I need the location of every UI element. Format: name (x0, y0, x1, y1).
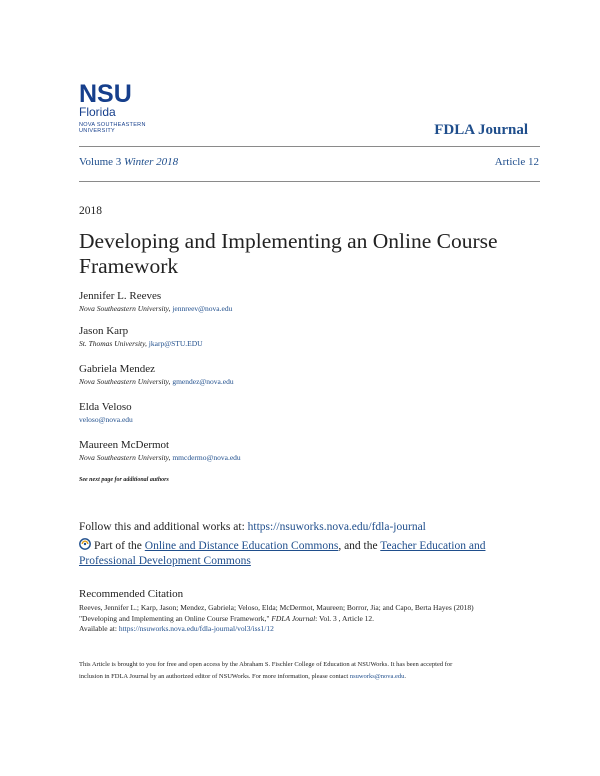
author-name: Jennifer L. Reeves (79, 290, 162, 302)
author-email-link[interactable]: jkarp@STU.EDU (148, 339, 203, 348)
affiliation-text: Nova Southeastern University (79, 377, 169, 386)
issue-name: Winter 2018 (124, 156, 179, 168)
journal-name-link[interactable]: FDLA Journal (434, 122, 528, 138)
citation-title: "Developing and Implementing an Online Course Framework," (79, 613, 270, 623)
citation-authors: Reeves, Jennifer L.; Karp, Jason; Mendez, Gabriela; Veloso, Elda; McDermot, Maureen; Borror, Jia; and Capo, Berta Hayes (2018) (79, 603, 474, 612)
volume-issue-link[interactable] (79, 156, 178, 168)
divider-bottom (79, 181, 540, 182)
access-statement-line1: This Article is brought to you for free and open access by the Abraham S. Fischler College of Education at NSUWorks. It has been accepted for (79, 661, 453, 668)
access-statement-end: . (404, 673, 406, 680)
article-title: Developing and Implementing an Online Course Framework (79, 229, 498, 278)
affiliation-text: St. Thomas University (79, 339, 146, 348)
author-affiliation: St. Thomas University, jkarp@STU.EDU (79, 339, 203, 348)
divider-top (79, 146, 540, 147)
online-distance-education-commons-link[interactable]: Online and Distance Education Commons (144, 540, 339, 552)
author-block (79, 290, 232, 313)
access-statement-line2 (79, 671, 539, 683)
professional-development-commons-link[interactable]: Professional Development Commons (79, 555, 251, 567)
author-block (79, 439, 241, 462)
affiliation-text: Nova Southeastern University (79, 304, 169, 313)
author-affiliation (79, 415, 133, 424)
logo-florida-text: Florida (79, 105, 116, 119)
author-email-link[interactable]: veloso@nova.edu (79, 415, 133, 424)
citation-title-line (79, 614, 539, 625)
citation-available-label: Available at: (79, 624, 117, 633)
logo-subtitle (79, 122, 169, 134)
commons-network-icon (79, 538, 91, 550)
follow-text: Follow this and additional works at: (79, 521, 245, 533)
contact-email-link[interactable]: nsuworks@nova.edu (349, 673, 405, 680)
logo-nsu-text: NSU (79, 80, 132, 108)
article-number-link[interactable]: Article 12 (494, 156, 539, 168)
recommended-citation-body (79, 603, 539, 635)
author-email-link[interactable]: mmcdermo@nova.edu (172, 453, 241, 462)
citation-journal: FDLA Journal (271, 613, 316, 623)
recommended-citation-heading: Recommended Citation (79, 588, 184, 600)
author-email-link[interactable]: gmendez@nova.edu (172, 377, 234, 386)
citation-url-link[interactable]: https://nsuworks.nova.edu/fdla-journal/vol3/iss1/12 (118, 624, 274, 633)
follow-url-link[interactable]: https://nsuworks.nova.edu/fdla-journal (247, 521, 426, 533)
author-name: Elda Veloso (79, 401, 132, 413)
affiliation-text: Nova Southeastern University (79, 453, 169, 462)
access-statement (79, 659, 539, 683)
author-name: Gabriela Mendez (79, 363, 156, 375)
author-block (79, 325, 203, 348)
author-affiliation: Nova Southeastern University, gmendez@nova.edu (79, 377, 234, 386)
citation-available-line (79, 624, 539, 635)
logo-subtitle-line1: NOVA SOUTHEASTERN (79, 122, 146, 128)
author-name: Jason Karp (79, 325, 129, 337)
publication-year: 2018 (79, 205, 102, 217)
see-next-page-note: See next page for additional authors (79, 477, 169, 483)
part-of-middle: , and the (338, 540, 378, 552)
part-of-commons (79, 538, 519, 569)
author-name: Maureen McDermot (79, 439, 170, 451)
part-of-prefix: Part of the (94, 540, 142, 552)
author-email-link[interactable]: jennreev@nova.edu (172, 304, 233, 313)
logo-subtitle-line2: UNIVERSITY (79, 128, 116, 134)
author-block (79, 363, 234, 386)
teacher-education-commons-link[interactable]: Teacher Education and (380, 540, 486, 552)
citation-volume: : Vol. 3 , Article 12. (315, 613, 375, 623)
author-block (79, 401, 133, 424)
volume-number: Volume 3 (79, 156, 122, 168)
follow-line (79, 521, 426, 533)
author-affiliation: Nova Southeastern University, jennreev@nova.edu (79, 304, 233, 313)
author-affiliation: Nova Southeastern University, mmcdermo@nova.edu (79, 453, 241, 462)
nsu-florida-logo[interactable] (79, 82, 169, 134)
access-statement-text: inclusion in FDLA Journal by an authorized editor of NSUWorks. For more information, please contact (79, 673, 349, 680)
